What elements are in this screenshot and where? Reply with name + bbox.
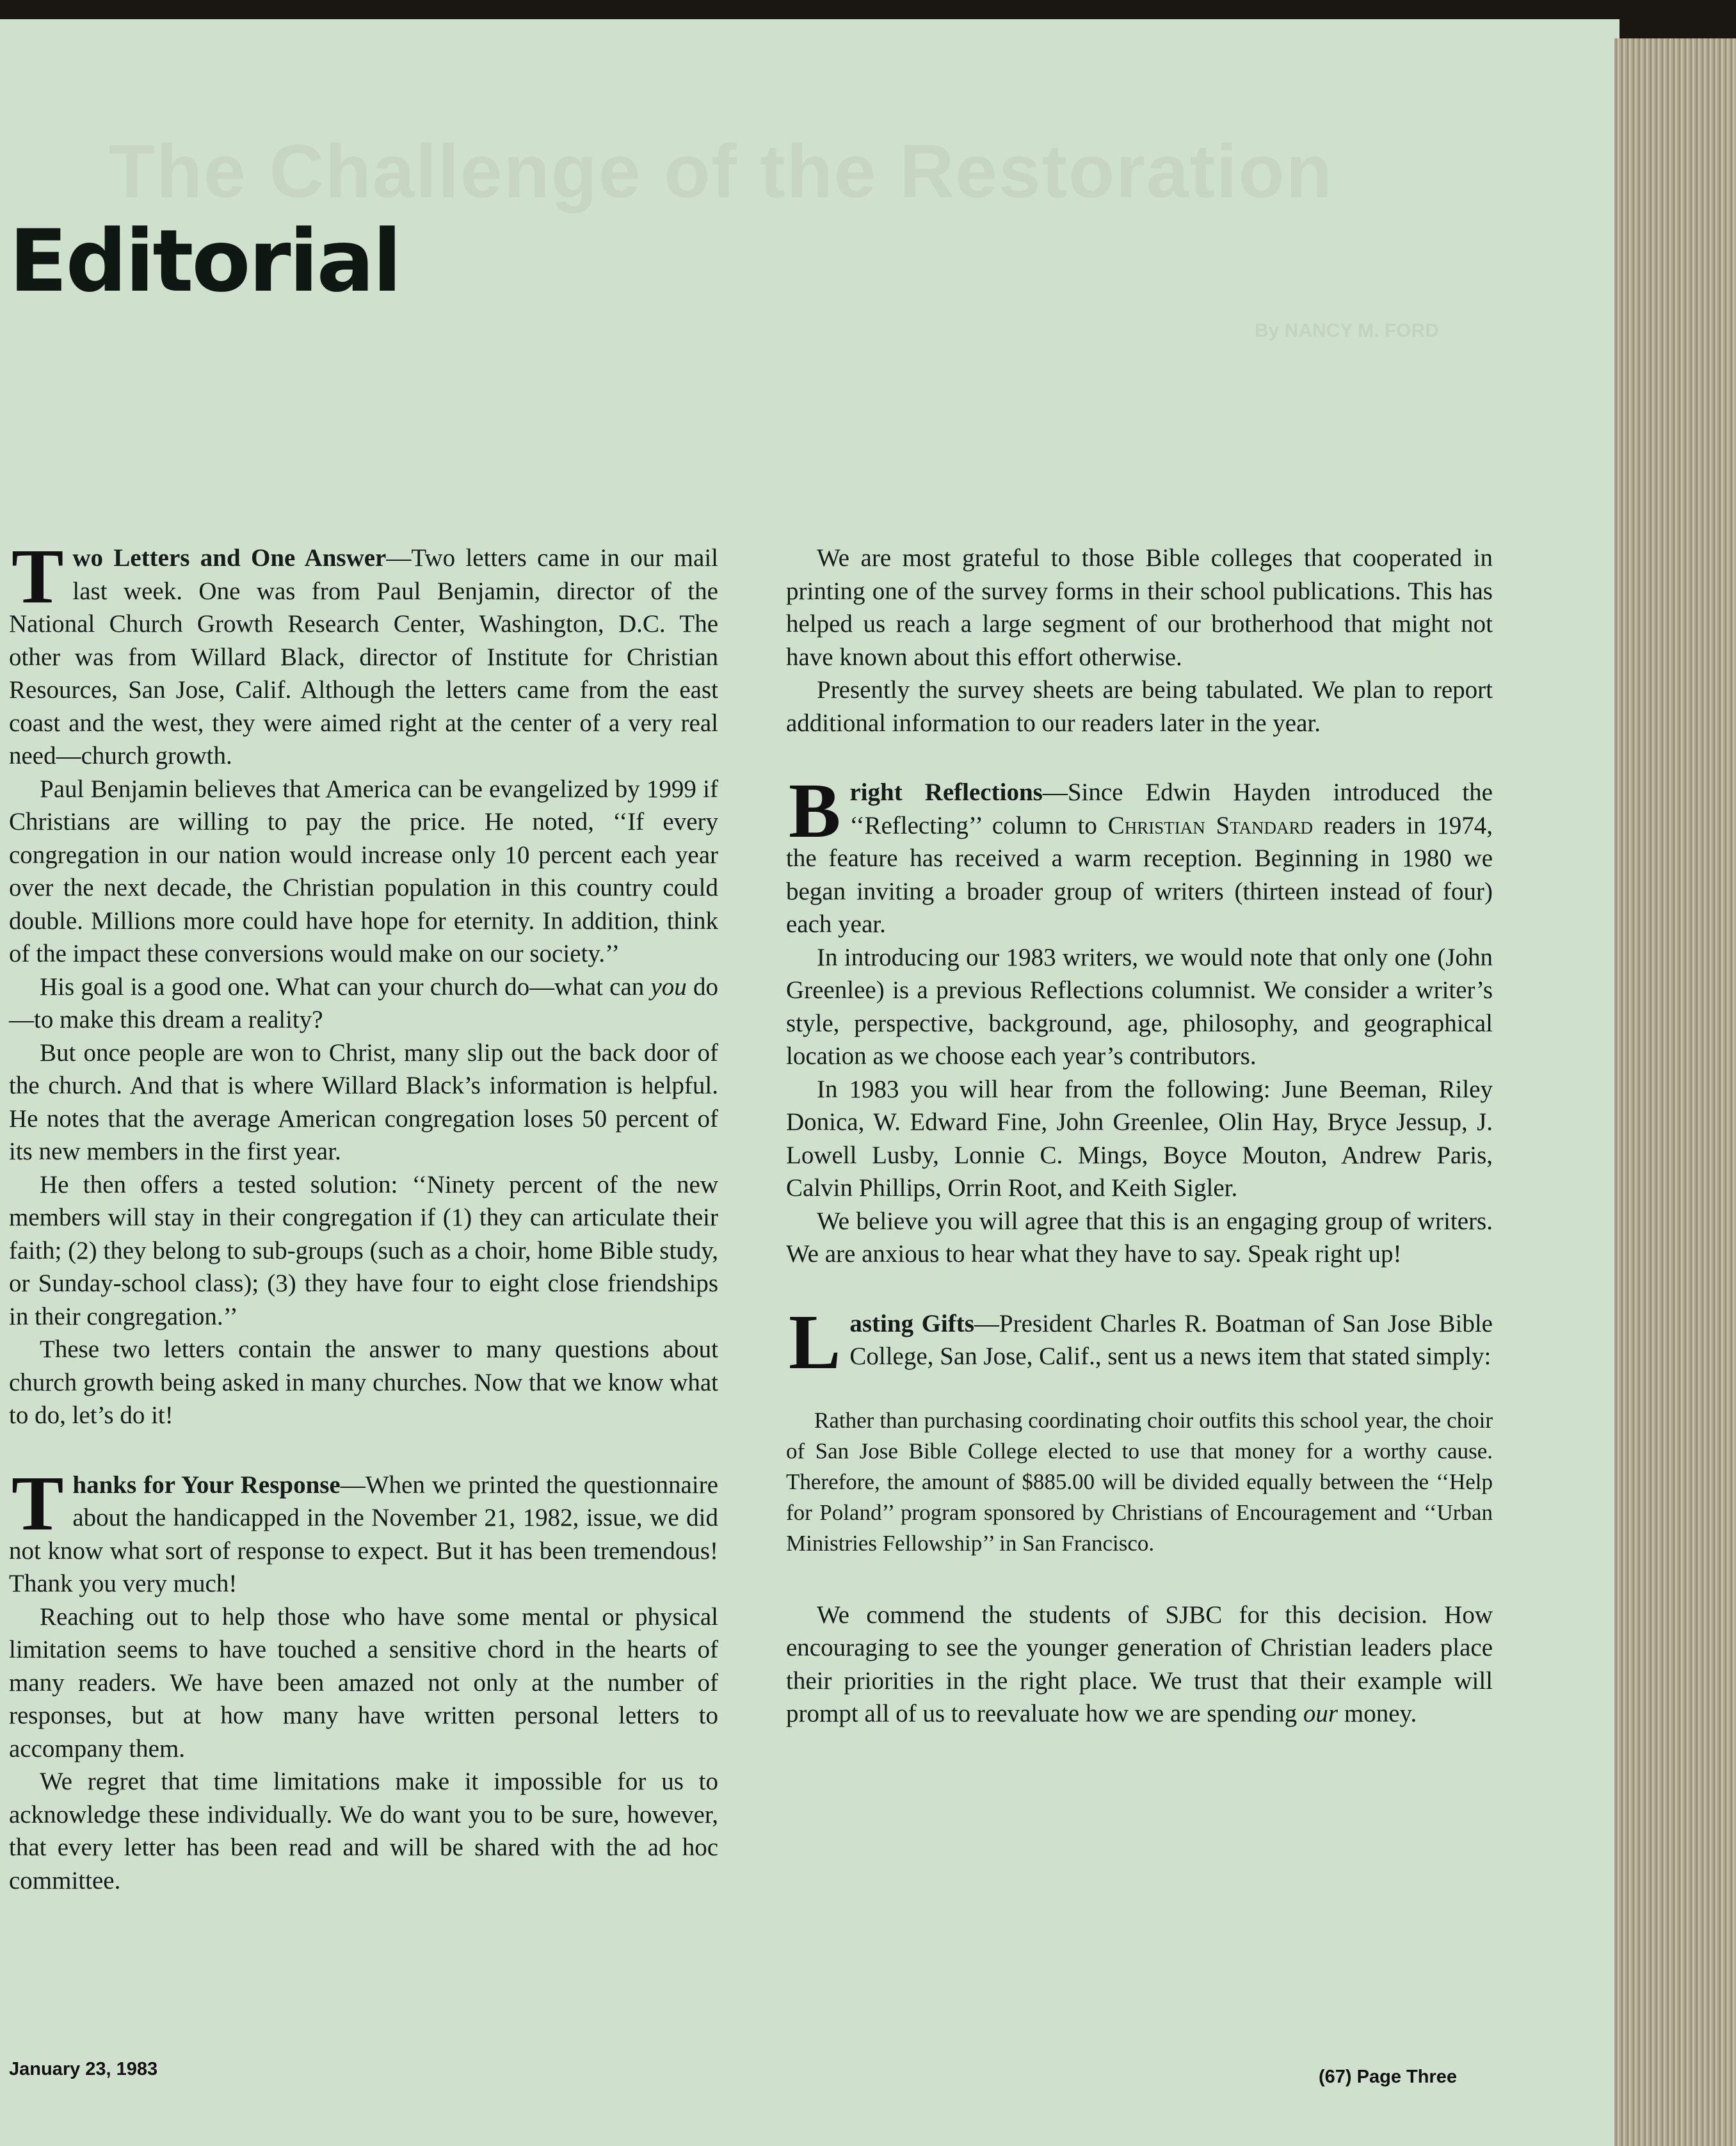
section-two-letters [9, 533, 718, 1432]
paragraph: In introducing our 1983 writers, we would note that only one (John Greenlee) is a previous Reflections columnist. We consider a writer’s style, perspective, background, age, philosophy, and geographical location as we choose each year’s contributors. [786, 943, 1493, 1070]
paragraph [786, 1599, 1493, 1731]
emphasis: you [650, 972, 687, 1001]
quote-text: Rather than purchasing coordinating choir outfits this school year, the choir of San Jose Bible College elected to use that money for a worthy cause. Therefore, the amount of $885.00 will be divided equally between the ‘‘Help for Poland’’ program sponsored by Christians of Encouragement and ‘‘Urban Ministries Fellowship’’ in San Francisco. [786, 1407, 1493, 1556]
drop-cap: T [12, 533, 64, 620]
paragraph-text: —When we printed the questionnaire about the handicapped in the November 21, 1982, issue, we did not know what sort of response to expect. But it has been tremendous! Thank you very much! [9, 1471, 718, 1597]
paragraph-text: money. [1338, 1700, 1417, 1727]
paragraph [786, 768, 1493, 941]
left-column [9, 533, 718, 1897]
paragraph-text: —Since Edwin Hayden introduced the ‘‘Reflecting’’ column to [849, 779, 1493, 839]
section-lead: wo Letters and One Answer [72, 544, 387, 572]
drop-cap: B [789, 768, 841, 854]
page-heading: Editorial [9, 211, 400, 311]
drop-cap: T [12, 1460, 64, 1547]
paragraph: In 1983 you will hear from the following: June Beeman, Riley Donica, W. Edward Fine, John Greenlee, Olin Hay, Bryce Jessup, J. Lowell Lusby, Lonnie C. Mings, Boyce Mouton, Andrew Paris, Calvin Phillips, Orrin Root, and Keith Sigler. [786, 1075, 1493, 1202]
paragraph: We regret that time limitations make it impossible for us to acknowledge these individually. We do want you to be sure, however, that every letter has been read and will be shared with the ad hoc committee. [9, 1768, 718, 1894]
paragraph [786, 1298, 1493, 1385]
section-lead: hanks for Your Response [72, 1471, 341, 1499]
bleed-through-title: The Challenge of the Restoration [109, 129, 1333, 214]
paragraph-text: His goal is a good one. What can your church do—what can [40, 972, 651, 1001]
paragraph: These two letters contain the answer to many questions about church growth being asked in many churches. Now that we know what to do, let’s do it! [9, 1335, 718, 1429]
paragraph [9, 533, 718, 773]
block-quote [786, 1405, 1493, 1559]
paragraph: We are most grateful to those Bible colleges that cooperated in printing one of the survey forms in their school publications. This has helped us reach a large segment of our brotherhood that might not have known about this effort otherwise. [786, 544, 1493, 671]
section-lead: asting Gifts [849, 1309, 974, 1337]
paragraph: He then offers a tested solution: ‘‘Ninety percent of the new members will stay in their congregation if (1) they can articulate their faith; (2) they belong to sub-groups (such as a choir, home Bible study, or Sunday-school class); (3) they have four to eight close friendships in their congregation.’’ [9, 1170, 718, 1330]
paragraph-text: do—to make this dream a reality? [9, 972, 718, 1033]
paragraph: Paul Benjamin believes that America can be evangelized by 1999 if Christians are willing to pay the price. He noted, ‘‘If every congregation in our nation would increase only 10 percent each year over the next decade, the Christian population in this country could double. Millions more could have hope for eternity. In addition, think of the impact these conversions would make on our society.’’ [9, 775, 718, 967]
paragraph-text: —Two letters came in our mail last week. One was from Paul Benjamin, director of the National Church Growth Research Center, Washington, D.C. The other was from Willard Black, director of Institute for Christian Resources, San Jose, Calif. Although the letters came from the east coast and the west, they were aimed right at the center of a very real need—church growth. [9, 544, 718, 770]
bleed-through-byline: By NANCY M. FORD [1255, 320, 1439, 341]
section-bright-reflections [786, 768, 1493, 1271]
right-column [786, 542, 1493, 1731]
section-lasting-gifts [786, 1298, 1493, 1731]
paragraph-text: We commend the students of SJBC for this decision. How encouraging to see the younger generation of Christian leaders place their priorities in the right place. We trust that their example will prompt all of us to reevaluate how we are spending [786, 1601, 1493, 1727]
paragraph [9, 971, 718, 1037]
paragraph-text: readers in 1974, the feature has received a warm reception. Beginning in 1980 we began inviting a broader group of writers (thirteen instead of four) each year. [786, 811, 1493, 938]
emphasis: our [1303, 1700, 1338, 1727]
section-thanks-continued [786, 542, 1493, 739]
paragraph: We believe you will agree that this is an engaging group of writers. We are anxious to hear what they have to say. Speak right up! [786, 1207, 1493, 1268]
magazine-page [0, 19, 1619, 2146]
section-lead: right Reflections [849, 779, 1043, 806]
paragraph: Reaching out to help those who have some mental or physical limitation seems to have touched a sensitive chord in the hearts of many readers. We have been amazed not only at the number of responses, but at how many have written personal letters to accompany them. [9, 1602, 718, 1763]
footer-date: January 23, 1983 [9, 2059, 158, 2079]
drop-cap: L [789, 1298, 841, 1385]
magazine-name: Christian Standard [1107, 811, 1314, 839]
paragraph: But once people are won to Christ, many slip out the back door of the church. And that is where Willard Black’s information is helpful. He notes that the average American congregation loses 50 percent of its new members in the first year. [9, 1038, 718, 1165]
page-number: (67) Page Three [1319, 2067, 1457, 2087]
paragraph-text: —President Charles R. Boatman of San Jose Bible College, San Jose, Calif., sent us a news item that stated simply: [849, 1309, 1493, 1370]
book-page-edges [1614, 38, 1736, 2146]
section-thanks [9, 1460, 718, 1898]
paragraph: Presently the survey sheets are being tabulated. We plan to report additional information to our readers later in the year. [786, 676, 1493, 737]
paragraph [9, 1460, 718, 1601]
